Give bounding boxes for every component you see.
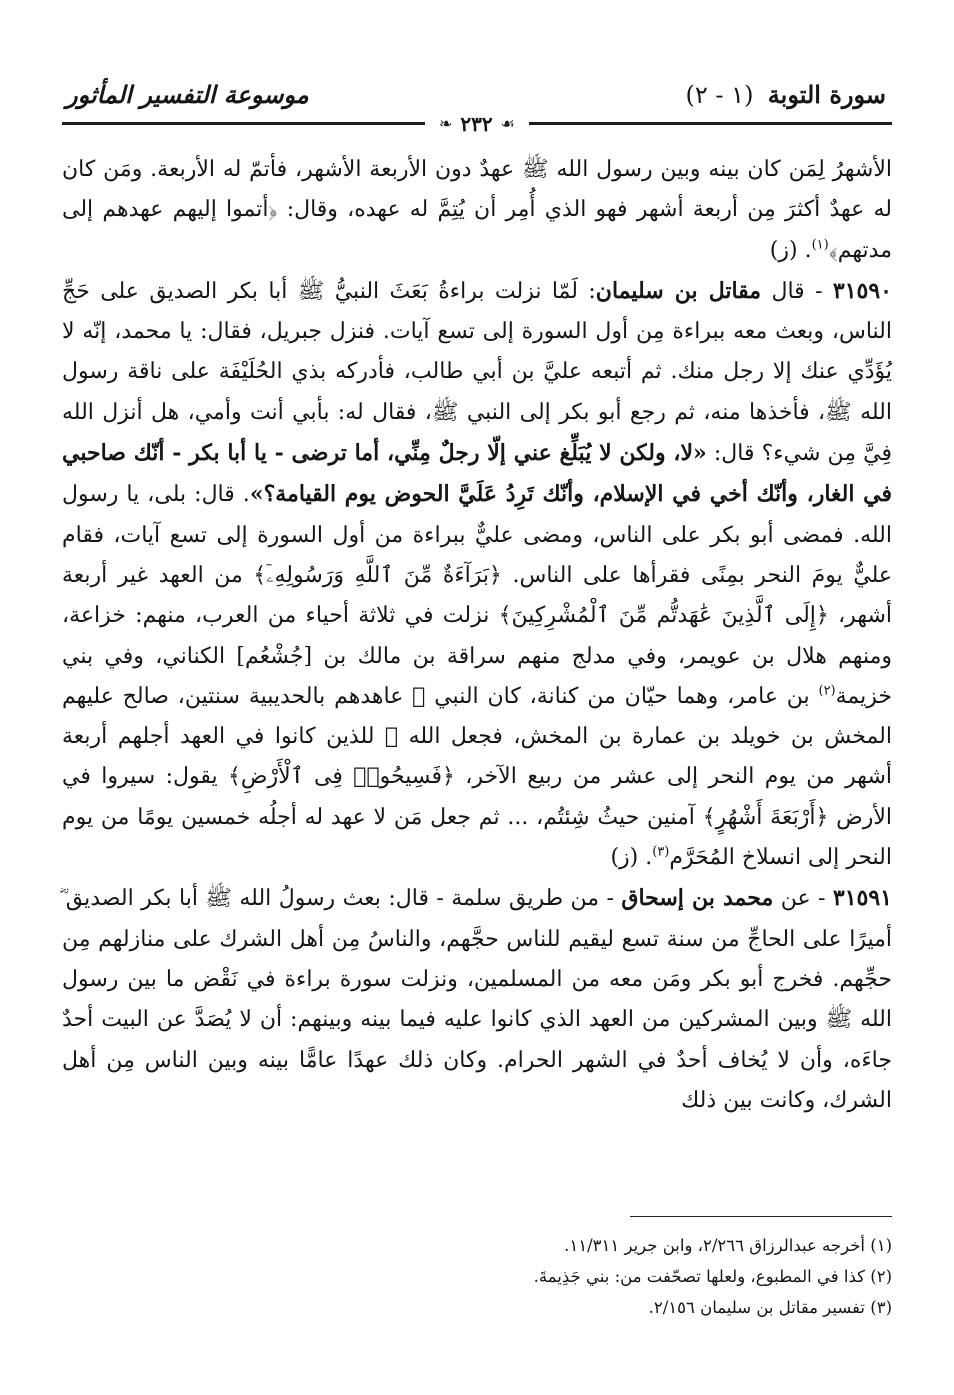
- narration-text-3: بن عامر، وهما حيّان من كنانة، كان النبي ﷺ عاهدهم بالحديبية سنتين، صالح عليهم المخش بن خويلد بن عمارة بن المخش، فجعل الله ﷻ للذين كانوا في العهد أجلهم أربعة أشهر من يوم النحر إلى عشر من ربيع الآخر، ﴿فَسِيحُوا۟ فِى ٱلْأَرْضِ﴾ يقول: سيروا في الأرض ﴿أَرْبَعَةَ أَشْهُرٍ﴾ آمنين حيثُ شِئتُم، ... ثم جعل مَن لا عهد له أجلُه خمسين يومًا من يوم النحر إلى انسلاخ المُحَرَّم: [62, 683, 892, 871]
- narrator-name: محمد بن إسحاق: [621, 885, 774, 912]
- narration-text: - من طريق سلمة - قال: بعث رسولُ الله ﷺ أبا بكر الصديق ؓ أميرًا على الحاجِّ من سنة تسع ليقيم للناس حجَّهم، والناسُ مِن أهل الشرك على منازلهم مِن حجِّهم. فخرج أبو بكر ومَن معه من المسلمين، ونزلت سورة براءة في نَقْض ما بين رسول الله ﷺ وبين المشركين من العهد الذي كانوا عليه فيما بينه وبينهم: أن لا يُصَدَّ عن البيت أحدٌ جاءَه، وأن لا يُخاف أحدٌ في الشهر الحرام. وكان ذلك عهدًا عامًّا بينه وبين الناس مِن أهل الشرك، وكانت بين ذلك: [62, 886, 892, 1113]
- page-number-ornament: [425, 112, 529, 136]
- footnote-ref: (٣): [652, 844, 670, 860]
- paragraph-end: . (ز): [769, 237, 812, 263]
- ornament-left-icon: ❧: [439, 114, 453, 133]
- book-title: موسوعة التفسير المأثور: [66, 80, 309, 109]
- surah-name: سورة التوبة: [767, 80, 886, 109]
- narration-intro: - عن: [773, 886, 833, 912]
- hadith-quote: «لا، ولكن لا يُبَلِّغ عني إلّا رجلٌ مِنِّي، أما ترضى - يا أبا بكر - أنّك صاحبي في الغار، وأنّك أخي في الإسلام، وأنّك تَرِدُ عَلَيَّ الحوض يوم القيامة؟»: [62, 440, 892, 508]
- narration-intro: - قال: [761, 278, 833, 304]
- verse-range: (١ - ٢): [685, 81, 754, 109]
- narration-number: ٣١٥٩١: [832, 885, 892, 912]
- page-number: ٢٣٢: [460, 112, 493, 136]
- footnote-3: (٣) تفسير مقاتل بن سليمان ٢/١٥٦.: [648, 1298, 892, 1317]
- paragraph-continued: [62, 150, 892, 271]
- narration-number: ٣١٥٩٠: [832, 277, 892, 304]
- running-head: [686, 78, 886, 112]
- narration-text-2: . قال: بلى، يا رسول الله. فمضى أبو بكر على الناس، ومضى عليٌّ ببراءة من أول السورة إلى تسع آيات، فقام عليٌّ يومَ النحر بمِنًى فقرأها على الناس. ﴿بَرَآءَةٌ مِّنَ ٱللَّهِ وَرَسُولِهِۦٓ﴾ من العهد غير أربعة أشهر، ﴿إِلَى ٱلَّذِينَ عَٰهَدتُّم مِّنَ ٱلْمُشْرِكِينَ﴾ نزلت في ثلاثة أحياء من العرب، منهم: خزاعة، ومنهم هلال بن عويمر، وفي مدلج منهم سراقة بن مالك بن [جُشْعُم] الكناني، وفي بني خزيمة: [62, 482, 892, 709]
- footnote-2: (٢) كذا في المطبوع، ولعلها تصحّفت من: بني جَذِيمةَ.: [533, 1267, 892, 1286]
- main-text: [62, 150, 892, 1121]
- paragraph-text: الأشهرُ لِمَن كان بينه وبين رسول الله ﷺ عهدٌ دون الأربعة الأشهر، فأتمّ له الأربعة. ومَن كان له عهدٌ أكثرَ مِن أربعة أشهر فهو الذي أُمِر أن يُتِمَّ له عهده، وقال: ﴿أتموا إليهم عهدهم إلى مدتهم﴾: [62, 157, 892, 263]
- footnotes: [62, 1230, 892, 1323]
- narration-31591: [62, 878, 892, 1121]
- footnote-ref: (٢): [818, 683, 836, 699]
- paragraph-end: . (ز): [610, 845, 653, 871]
- narration-text: : لَمّا نزلت براءةُ بَعَثَ النبيُّ ﷺ أبا بكر الصديق على حَجِّ الناس، وبعث معه ببراءة مِن أول السورة إلى تسع آيات. فنزل جبريل، فقال: يا محمد، إنّه لا يُؤَدِّي عنك إلا رجل منك. ثم أتبعه عليَّ بن أبي طالب، فأدركه بذي الحُلَيْفَة على ناقة رسول الله ﷺ، فأخذها منه، ثم رجع أبو بكر إلى النبي ﷺ، فقال له: بأبي أنت وأمي، هل أنزل الله فِيَّ مِن شيء؟ قال:: [62, 278, 893, 467]
- ornament-right-icon: ☙: [500, 114, 515, 133]
- narrator-name: مقاتل بن سليمان: [595, 277, 762, 304]
- footnote-1: (١) أخرجه عبدالرزاق ٢/٢٦٦، وابن جرير ١١/٣١١.: [564, 1236, 892, 1255]
- footnote-separator: [630, 1216, 892, 1217]
- page-header: [62, 78, 892, 134]
- footnote-ref: (١): [811, 237, 829, 253]
- narration-31590: [62, 271, 892, 878]
